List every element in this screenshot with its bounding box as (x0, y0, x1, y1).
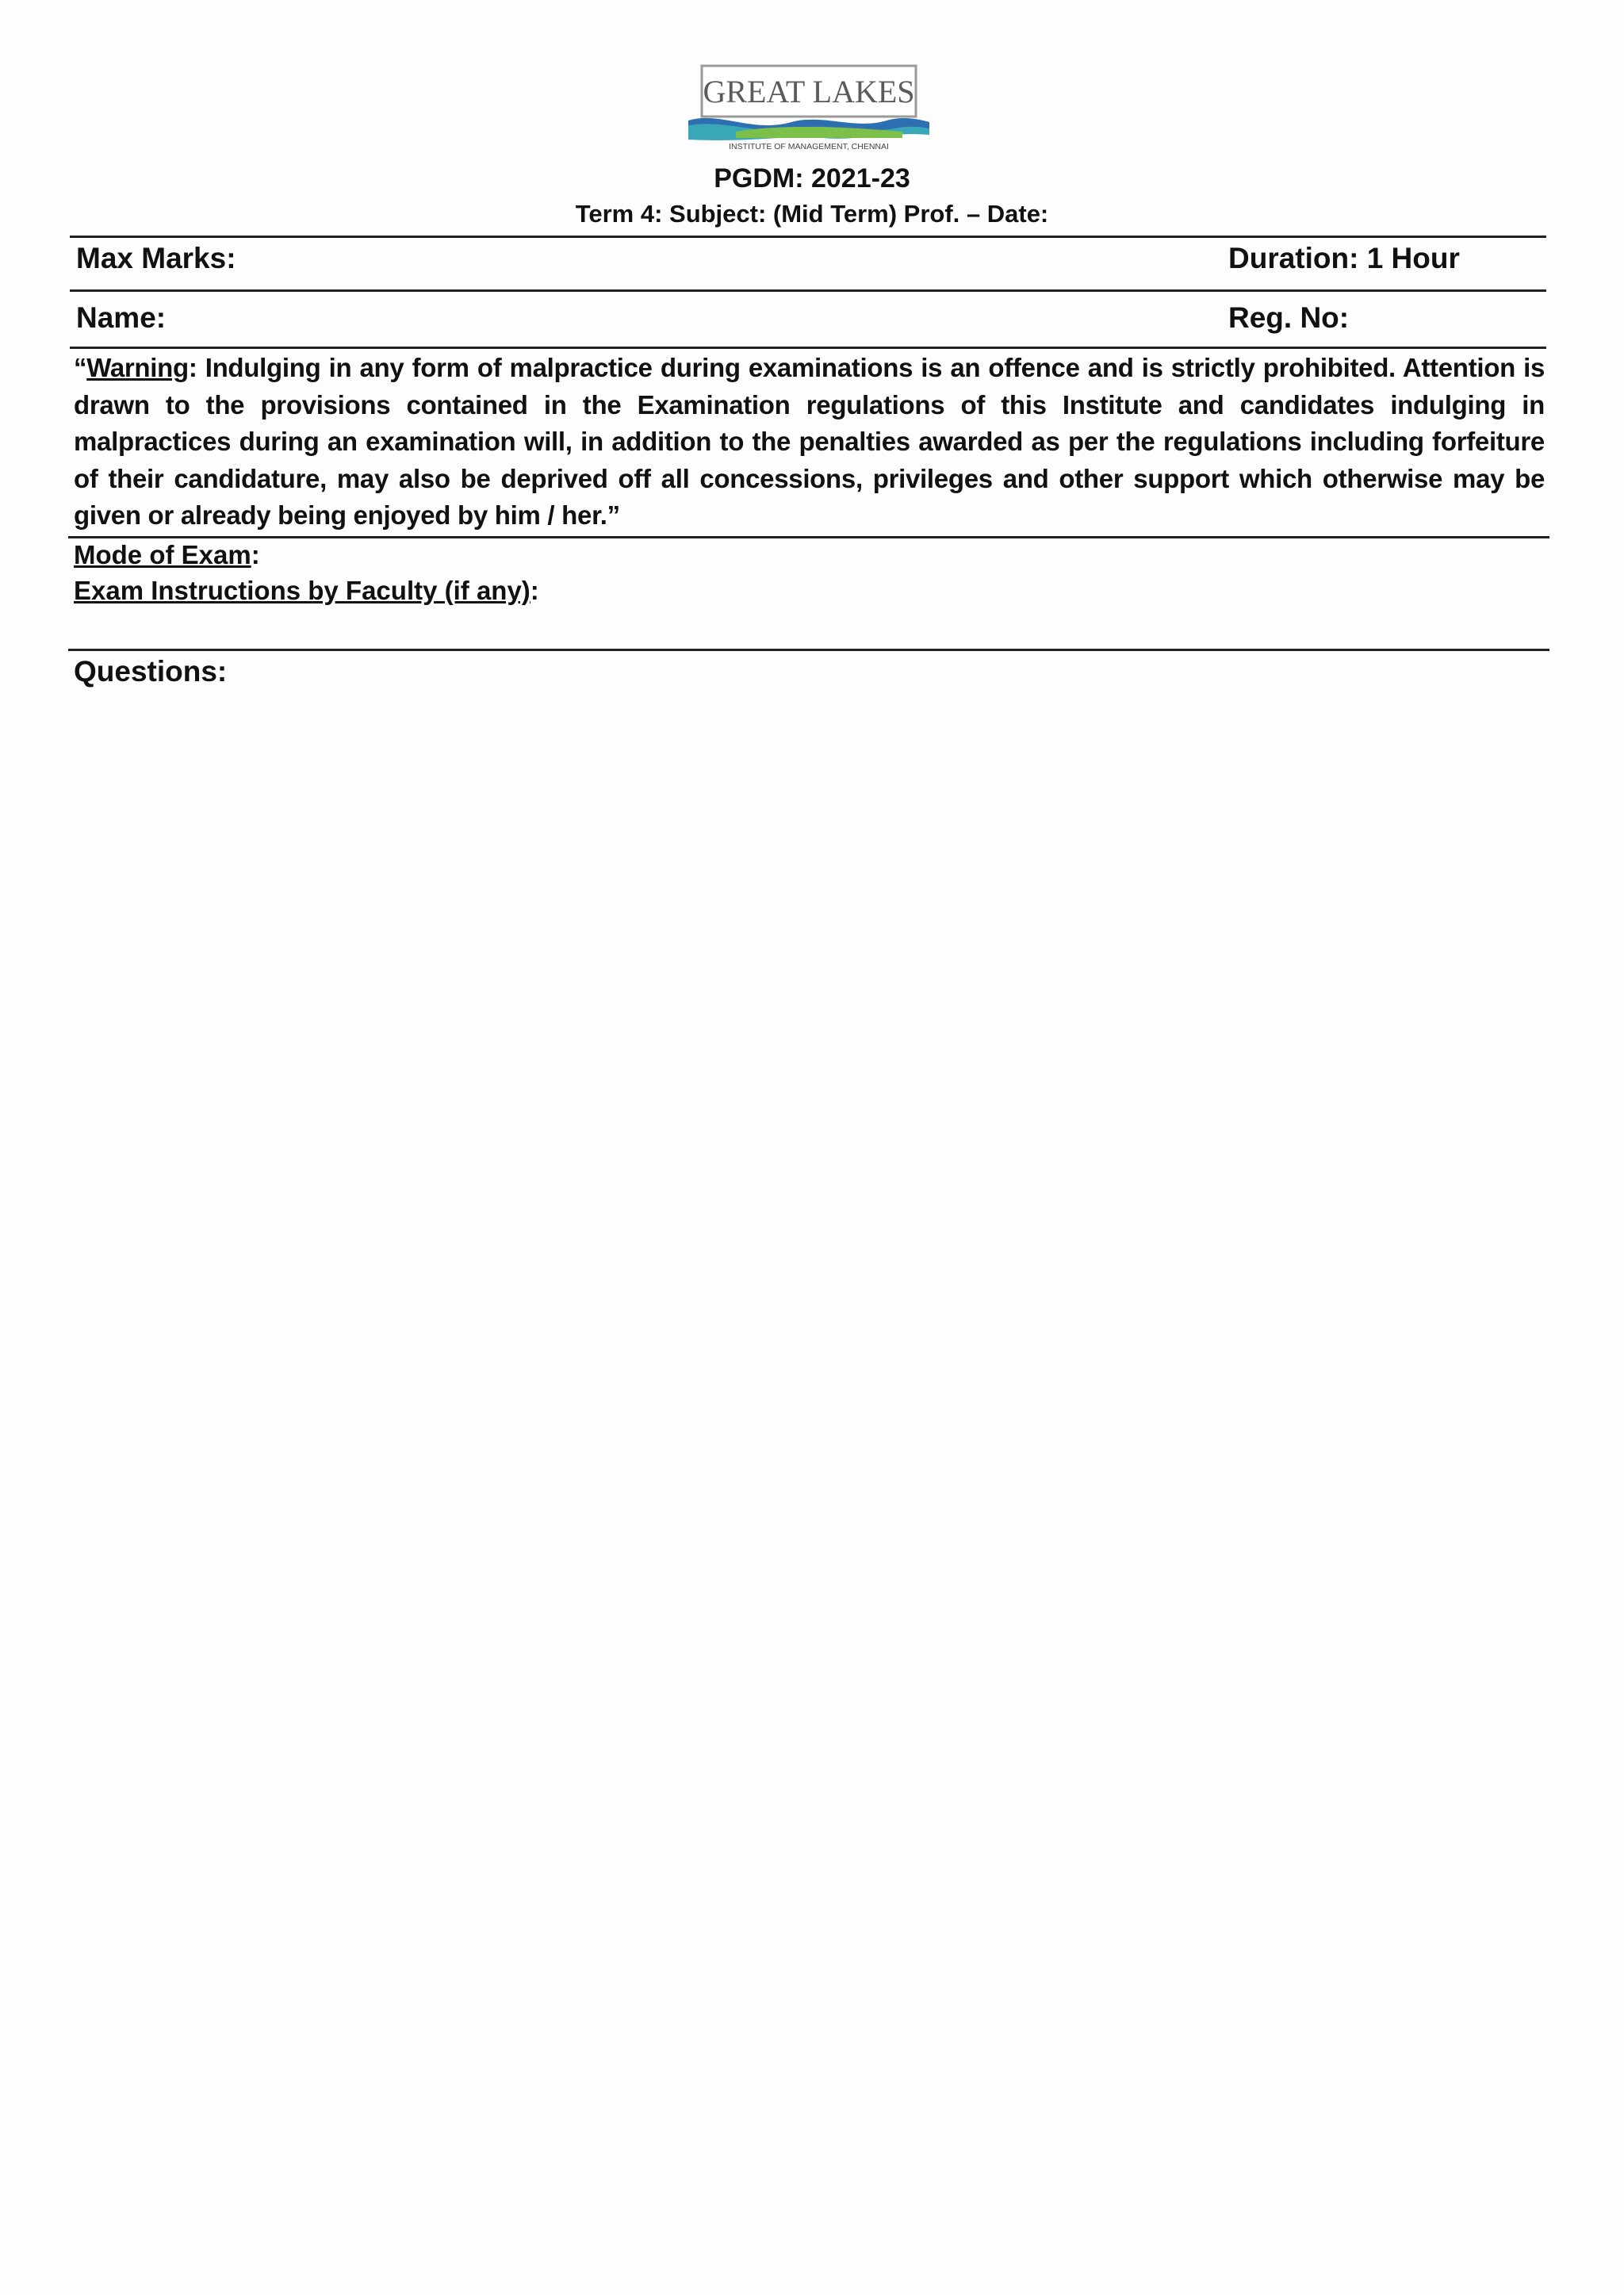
max-marks-label: Max Marks: (76, 242, 236, 274)
divider (68, 649, 1549, 651)
divider (70, 347, 1546, 349)
logo-text: GREAT LAKES (703, 74, 915, 109)
reg-no-label: Reg. No: (1228, 301, 1350, 334)
divider (70, 236, 1546, 238)
name-label: Name: (76, 301, 167, 334)
program-title: PGDM: 2021-23 (714, 163, 910, 193)
mode-of-exam: Mode of Exam: (74, 540, 260, 569)
exam-instructions-label: Exam Instructions by Faculty (if any) (74, 576, 530, 605)
exam-instructions: Exam Instructions by Faculty (if any): (74, 576, 539, 605)
logo-tagline: INSTITUTE OF MANAGEMENT, CHENNAI (729, 142, 889, 151)
questions-heading: Questions: (74, 655, 228, 688)
divider (70, 289, 1546, 292)
open-quote: “ (74, 353, 87, 382)
warning-text: : Indulging in any form of malpractice during examinations is an offence and is strictly prohibited. Attention is drawn to the provisions contained in the Examination regulations of this Institute and candidates indulging in malpractices during an examination will, in addition to the penalties awarded as per the regulations including forfeiture of their candidature, may also be deprived off all concessions, privileges and other support which otherwise may be given or already being enjoyed by him / her.” (74, 353, 1545, 530)
mode-of-exam-label: Mode of Exam (74, 540, 251, 569)
warning-paragraph (74, 350, 1545, 534)
exam-subtitle: Term 4: Subject: (Mid Term) Prof. – Date: (575, 200, 1049, 228)
great-lakes-logo (688, 63, 929, 152)
duration-label: Duration: 1 Hour (1228, 242, 1460, 274)
warning-label: Warning (86, 353, 189, 382)
divider (68, 536, 1549, 538)
